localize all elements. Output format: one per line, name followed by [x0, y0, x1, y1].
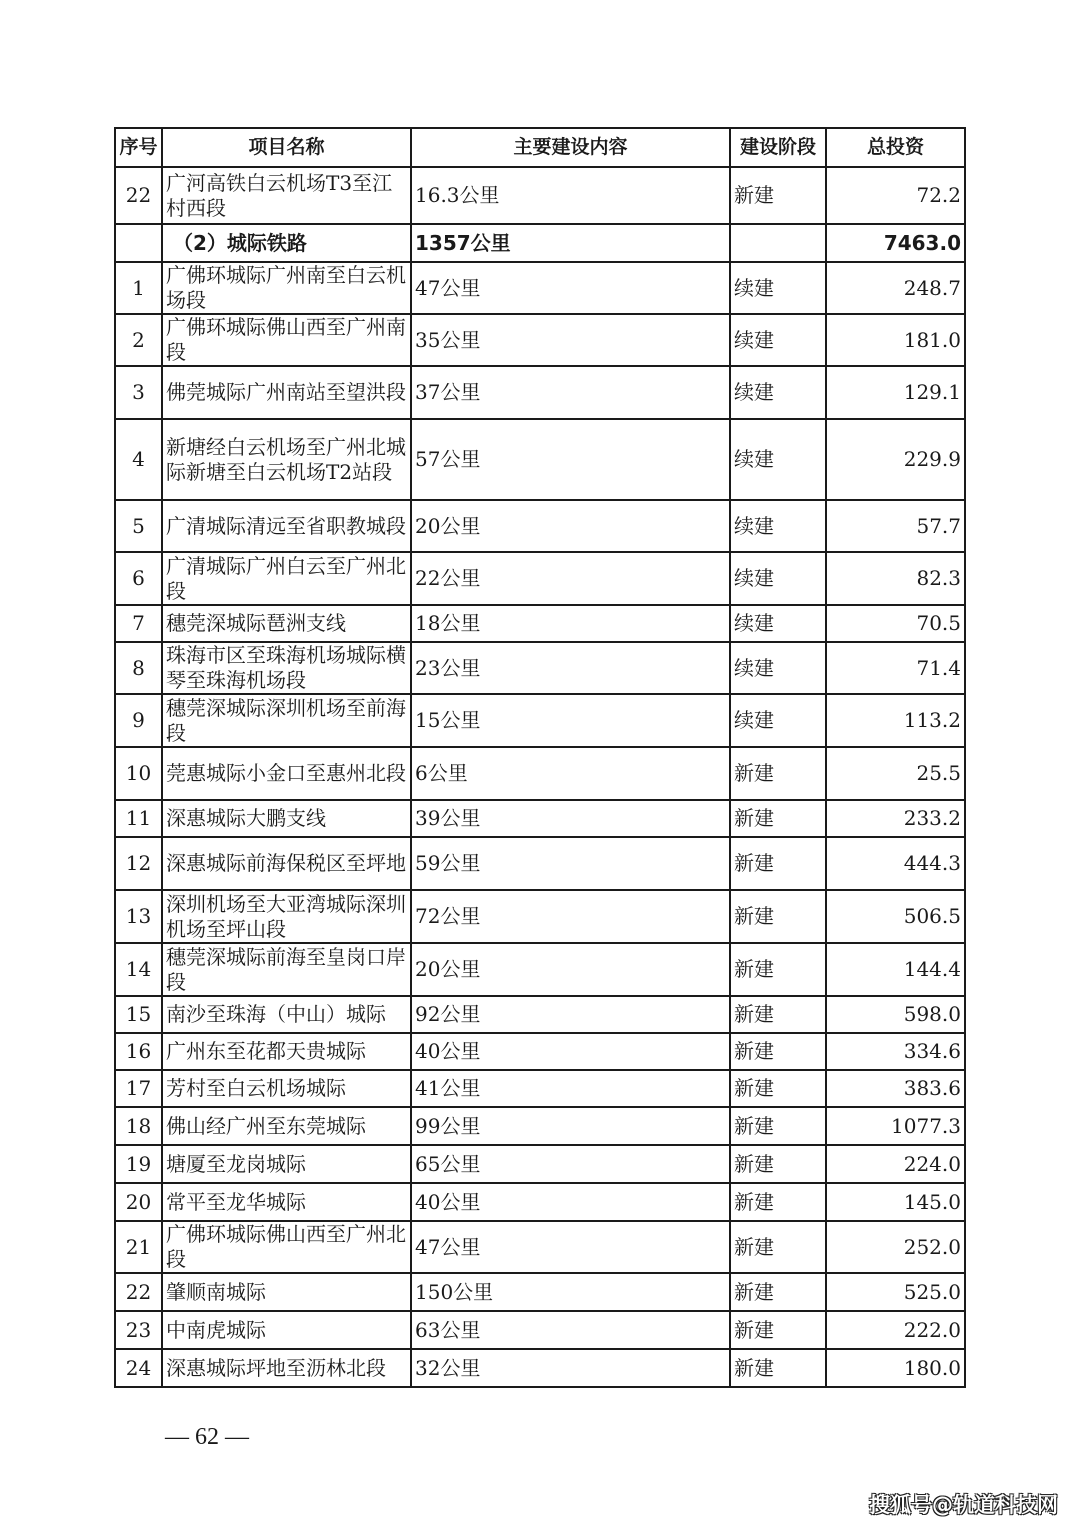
cell-no: 21 [115, 1221, 162, 1273]
cell-investment: 7463.0 [826, 224, 965, 262]
cell-investment: 222.0 [826, 1311, 965, 1349]
cell-name: 常平至龙华城际 [162, 1183, 411, 1221]
table-row [115, 1070, 965, 1107]
cell-no: 10 [115, 747, 162, 800]
cell-name: 肇顺南城际 [162, 1273, 411, 1311]
table-row [115, 1349, 965, 1387]
header-investment: 总投资 [826, 128, 965, 167]
cell-stage: 新建 [730, 1145, 826, 1183]
cell-no: 18 [115, 1107, 162, 1145]
table-row [115, 1107, 965, 1145]
cell-stage: 续建 [730, 694, 826, 747]
cell-name: 深惠城际大鹏支线 [162, 800, 411, 837]
cell-stage: 续建 [730, 262, 826, 314]
cell-name: 佛山经广州至东莞城际 [162, 1107, 411, 1145]
header-name: 项目名称 [162, 128, 411, 167]
table-row [115, 1221, 965, 1273]
cell-name: 广佛环城际佛山西至广州北段 [162, 1221, 411, 1273]
cell-content: 59公里 [411, 837, 730, 890]
cell-stage: 新建 [730, 167, 826, 224]
cell-no: 20 [115, 1183, 162, 1221]
table-row [115, 262, 965, 314]
cell-investment: 25.5 [826, 747, 965, 800]
cell-name: 穗莞深城际琶洲支线 [162, 605, 411, 642]
cell-content: 47公里 [411, 262, 730, 314]
cell-no: 15 [115, 996, 162, 1033]
cell-no: 17 [115, 1070, 162, 1107]
cell-no: 16 [115, 1033, 162, 1070]
cell-name: 莞惠城际小金口至惠州北段 [162, 747, 411, 800]
cell-name: 塘厦至龙岗城际 [162, 1145, 411, 1183]
table-row [115, 1145, 965, 1183]
cell-content: 15公里 [411, 694, 730, 747]
table-row [115, 552, 965, 605]
cell-name: 广佛环城际佛山西至广州南段 [162, 314, 411, 366]
table-header-row [115, 128, 965, 167]
table-row [115, 500, 965, 552]
cell-name: 广清城际广州白云至广州北段 [162, 552, 411, 605]
cell-content: 18公里 [411, 605, 730, 642]
cell-stage [730, 224, 826, 262]
cell-stage: 新建 [730, 943, 826, 996]
page-number: — 62 — [165, 1424, 249, 1450]
cell-content: 92公里 [411, 996, 730, 1033]
cell-no: 14 [115, 943, 162, 996]
cell-name: （2）城际铁路 [162, 224, 411, 262]
cell-stage: 新建 [730, 1033, 826, 1070]
cell-name: 芳村至白云机场城际 [162, 1070, 411, 1107]
cell-content: 99公里 [411, 1107, 730, 1145]
header-content: 主要建设内容 [411, 128, 730, 167]
cell-investment: 129.1 [826, 366, 965, 419]
table-row [115, 642, 965, 694]
cell-investment: 229.9 [826, 419, 965, 500]
table-row [115, 996, 965, 1033]
cell-investment: 145.0 [826, 1183, 965, 1221]
cell-investment: 72.2 [826, 167, 965, 224]
cell-name: 佛莞城际广州南站至望洪段 [162, 366, 411, 419]
cell-investment: 1077.3 [826, 1107, 965, 1145]
cell-stage: 新建 [730, 996, 826, 1033]
table-row [115, 1183, 965, 1221]
cell-no: 13 [115, 890, 162, 943]
cell-investment: 334.6 [826, 1033, 965, 1070]
cell-content: 150公里 [411, 1273, 730, 1311]
cell-content: 63公里 [411, 1311, 730, 1349]
cell-name: 广佛环城际广州南至白云机场段 [162, 262, 411, 314]
cell-no: 3 [115, 366, 162, 419]
cell-stage: 新建 [730, 1070, 826, 1107]
cell-stage: 新建 [730, 1273, 826, 1311]
cell-no: 23 [115, 1311, 162, 1349]
cell-content: 41公里 [411, 1070, 730, 1107]
cell-investment: 181.0 [826, 314, 965, 366]
cell-content: 65公里 [411, 1145, 730, 1183]
cell-stage: 新建 [730, 800, 826, 837]
cell-name: 穗莞深城际前海至皇岗口岸段 [162, 943, 411, 996]
cell-content: 16.3公里 [411, 167, 730, 224]
table-row [115, 419, 965, 500]
cell-investment: 598.0 [826, 996, 965, 1033]
table-row [115, 747, 965, 800]
cell-no: 2 [115, 314, 162, 366]
cell-stage: 新建 [730, 890, 826, 943]
cell-investment: 113.2 [826, 694, 965, 747]
cell-investment: 383.6 [826, 1070, 965, 1107]
cell-name: 穗莞深城际深圳机场至前海段 [162, 694, 411, 747]
cell-no: 22 [115, 167, 162, 224]
cell-name: 珠海市区至珠海机场城际横琴至珠海机场段 [162, 642, 411, 694]
cell-name: 广州东至花都天贵城际 [162, 1033, 411, 1070]
cell-content: 35公里 [411, 314, 730, 366]
cell-stage: 续建 [730, 500, 826, 552]
table-row [115, 943, 965, 996]
subtotal-row [115, 224, 965, 262]
cell-stage: 续建 [730, 366, 826, 419]
cell-name: 深惠城际坪地至沥林北段 [162, 1349, 411, 1387]
cell-no: 5 [115, 500, 162, 552]
cell-name: 广河高铁白云机场T3至江村西段 [162, 167, 411, 224]
cell-stage: 续建 [730, 605, 826, 642]
cell-name: 中南虎城际 [162, 1311, 411, 1349]
cell-investment: 224.0 [826, 1145, 965, 1183]
cell-content: 1357公里 [411, 224, 730, 262]
table-row [115, 1311, 965, 1349]
cell-no: 22 [115, 1273, 162, 1311]
cell-investment: 252.0 [826, 1221, 965, 1273]
table-row [115, 366, 965, 419]
cell-content: 72公里 [411, 890, 730, 943]
cell-no: 7 [115, 605, 162, 642]
cell-investment: 248.7 [826, 262, 965, 314]
table-row [115, 800, 965, 837]
cell-stage: 续建 [730, 642, 826, 694]
cell-stage: 新建 [730, 1183, 826, 1221]
cell-investment: 144.4 [826, 943, 965, 996]
cell-content: 57公里 [411, 419, 730, 500]
cell-content: 39公里 [411, 800, 730, 837]
cell-stage: 新建 [730, 837, 826, 890]
cell-name: 深圳机场至大亚湾城际深圳机场至坪山段 [162, 890, 411, 943]
cell-stage: 续建 [730, 419, 826, 500]
cell-no: 11 [115, 800, 162, 837]
cell-name: 广清城际清远至省职教城段 [162, 500, 411, 552]
cell-no: 19 [115, 1145, 162, 1183]
cell-investment: 82.3 [826, 552, 965, 605]
cell-content: 22公里 [411, 552, 730, 605]
cell-no: 6 [115, 552, 162, 605]
cell-content: 47公里 [411, 1221, 730, 1273]
table-row [115, 1273, 965, 1311]
watermark: 搜狐号@轨道科技网 [869, 1493, 1058, 1517]
cell-content: 20公里 [411, 943, 730, 996]
cell-content: 40公里 [411, 1183, 730, 1221]
cell-investment: 70.5 [826, 605, 965, 642]
table-row [115, 837, 965, 890]
cell-no: 9 [115, 694, 162, 747]
cell-stage: 新建 [730, 1349, 826, 1387]
cell-no [115, 224, 162, 262]
cell-investment: 525.0 [826, 1273, 965, 1311]
cell-content: 6公里 [411, 747, 730, 800]
cell-content: 40公里 [411, 1033, 730, 1070]
cell-stage: 续建 [730, 314, 826, 366]
cell-investment: 71.4 [826, 642, 965, 694]
cell-content: 32公里 [411, 1349, 730, 1387]
cell-investment: 444.3 [826, 837, 965, 890]
table-row [115, 605, 965, 642]
cell-no: 1 [115, 262, 162, 314]
table-row [115, 890, 965, 943]
project-table [114, 127, 966, 1388]
cell-no: 24 [115, 1349, 162, 1387]
table-row [115, 1033, 965, 1070]
cell-investment: 57.7 [826, 500, 965, 552]
cell-stage: 续建 [730, 552, 826, 605]
cell-stage: 新建 [730, 1311, 826, 1349]
cell-name: 南沙至珠海（中山）城际 [162, 996, 411, 1033]
cell-content: 37公里 [411, 366, 730, 419]
cell-stage: 新建 [730, 1107, 826, 1145]
cell-investment: 180.0 [826, 1349, 965, 1387]
cell-content: 23公里 [411, 642, 730, 694]
cell-no: 12 [115, 837, 162, 890]
cell-stage: 新建 [730, 747, 826, 800]
table-row [115, 694, 965, 747]
table-row [115, 314, 965, 366]
table-row [115, 167, 965, 224]
cell-stage: 新建 [730, 1221, 826, 1273]
header-no: 序号 [115, 128, 162, 167]
cell-name: 新塘经白云机场至广州北城际新塘至白云机场T2站段 [162, 419, 411, 500]
cell-investment: 233.2 [826, 800, 965, 837]
cell-no: 4 [115, 419, 162, 500]
header-stage: 建设阶段 [730, 128, 826, 167]
cell-content: 20公里 [411, 500, 730, 552]
cell-name: 深惠城际前海保税区至坪地 [162, 837, 411, 890]
cell-no: 8 [115, 642, 162, 694]
cell-investment: 506.5 [826, 890, 965, 943]
